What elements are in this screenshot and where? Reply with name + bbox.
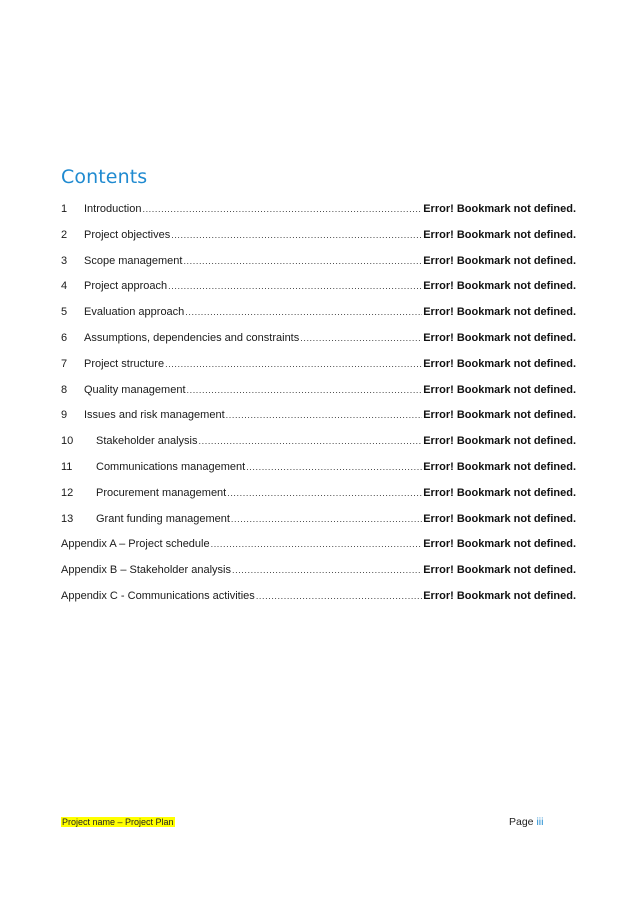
table-of-contents bbox=[61, 203, 576, 616]
toc-entry-appendix[interactable] bbox=[61, 564, 576, 590]
toc-entry-page: Error! Bookmark not defined. bbox=[423, 589, 576, 602]
toc-entry-title: Project structure bbox=[84, 357, 165, 370]
toc-entry-title: Communications management bbox=[96, 460, 246, 473]
toc-leader-dots bbox=[165, 359, 422, 369]
toc-entry-number: 11 bbox=[61, 460, 73, 473]
toc-entry-title: Appendix A – Project schedule bbox=[61, 538, 210, 551]
toc-entry-title: Scope management bbox=[84, 254, 183, 267]
toc-entry-page: Error! Bookmark not defined. bbox=[423, 357, 576, 370]
toc-entry-title: Quality management bbox=[84, 383, 186, 396]
toc-entry[interactable] bbox=[61, 255, 576, 281]
footer-page-number bbox=[509, 816, 543, 828]
toc-entry-number: 4 bbox=[61, 280, 68, 293]
toc-entry[interactable] bbox=[61, 461, 576, 487]
toc-entry-page: Error! Bookmark not defined. bbox=[423, 306, 576, 319]
toc-entry-number: 10 bbox=[61, 435, 74, 448]
toc-entry-number: 8 bbox=[61, 383, 68, 396]
toc-entry-number: 6 bbox=[61, 331, 68, 344]
toc-entry[interactable] bbox=[61, 203, 576, 229]
footer-page-value: iii bbox=[536, 816, 544, 828]
toc-entry-title: Appendix C - Communications activities bbox=[61, 589, 255, 602]
toc-entry-title: Assumptions, dependencies and constraints bbox=[84, 331, 300, 344]
toc-leader-dots bbox=[300, 333, 422, 343]
toc-entry-page: Error! Bookmark not defined. bbox=[423, 331, 576, 344]
toc-leader-dots bbox=[142, 204, 422, 214]
toc-entry-number: 13 bbox=[61, 512, 74, 525]
toc-leader-dots bbox=[211, 539, 423, 549]
footer-page-label: Page bbox=[509, 816, 534, 828]
toc-entry-number: 2 bbox=[61, 228, 68, 241]
toc-leader-dots bbox=[185, 307, 422, 317]
toc-leader-dots bbox=[231, 514, 422, 524]
footer-document-title: Project name – Project Plan bbox=[62, 817, 174, 827]
toc-entry-title: Introduction bbox=[84, 203, 142, 215]
toc-entry-page: Error! Bookmark not defined. bbox=[423, 538, 576, 551]
toc-entry-page: Error! Bookmark not defined. bbox=[423, 228, 576, 241]
toc-leader-dots bbox=[168, 281, 422, 291]
toc-leader-dots bbox=[183, 256, 422, 266]
toc-entry-appendix[interactable] bbox=[61, 538, 576, 564]
toc-leader-dots bbox=[256, 591, 422, 601]
toc-entry-number: 12 bbox=[61, 486, 74, 499]
toc-entry[interactable] bbox=[61, 513, 576, 539]
toc-entry-page: Error! Bookmark not defined. bbox=[423, 460, 576, 473]
toc-entry-number: 7 bbox=[61, 357, 68, 370]
toc-entry-title: Issues and risk management bbox=[84, 409, 225, 422]
toc-entry[interactable] bbox=[61, 409, 576, 435]
toc-entry[interactable] bbox=[61, 280, 576, 306]
toc-leader-dots bbox=[171, 230, 422, 240]
toc-entry-title: Project approach bbox=[84, 280, 168, 293]
toc-entry[interactable] bbox=[61, 435, 576, 461]
toc-entry-page: Error! Bookmark not defined. bbox=[423, 383, 576, 396]
toc-entry-page: Error! Bookmark not defined. bbox=[423, 409, 576, 422]
toc-entry-title: Appendix B – Stakeholder analysis bbox=[61, 564, 231, 577]
toc-entry-page: Error! Bookmark not defined. bbox=[423, 435, 576, 448]
toc-entry-number: 3 bbox=[61, 254, 68, 267]
toc-entry-appendix[interactable] bbox=[61, 590, 576, 616]
toc-entry-number: 9 bbox=[61, 409, 68, 422]
toc-entry[interactable] bbox=[61, 384, 576, 410]
toc-entry-page: Error! Bookmark not defined. bbox=[423, 254, 576, 267]
toc-entry-number: 5 bbox=[61, 306, 68, 319]
toc-entry-title: Stakeholder analysis bbox=[96, 435, 198, 448]
toc-entry-page: Error! Bookmark not defined. bbox=[423, 512, 576, 525]
toc-leader-dots bbox=[246, 462, 422, 472]
toc-leader-dots bbox=[187, 385, 423, 395]
toc-leader-dots bbox=[199, 436, 423, 446]
toc-entry-page: Error! Bookmark not defined. bbox=[423, 486, 576, 499]
toc-entry-title: Procurement management bbox=[96, 486, 227, 499]
toc-entry-page: Error! Bookmark not defined. bbox=[423, 203, 576, 215]
toc-entry[interactable] bbox=[61, 487, 576, 513]
toc-entry-title: Grant funding management bbox=[96, 512, 230, 525]
toc-entry[interactable] bbox=[61, 332, 576, 358]
toc-leader-dots bbox=[232, 565, 422, 575]
toc-entry[interactable] bbox=[61, 229, 576, 255]
toc-entry[interactable] bbox=[61, 358, 576, 384]
toc-entry-title: Project objectives bbox=[84, 228, 171, 241]
contents-heading: Contents bbox=[61, 166, 148, 188]
toc-entry-title: Evaluation approach bbox=[84, 306, 185, 319]
toc-entry-page: Error! Bookmark not defined. bbox=[423, 564, 576, 577]
toc-entry[interactable] bbox=[61, 306, 576, 332]
toc-entry-number: 1 bbox=[61, 203, 68, 215]
toc-entry-page: Error! Bookmark not defined. bbox=[423, 280, 576, 293]
toc-leader-dots bbox=[226, 410, 423, 420]
toc-leader-dots bbox=[227, 488, 422, 498]
